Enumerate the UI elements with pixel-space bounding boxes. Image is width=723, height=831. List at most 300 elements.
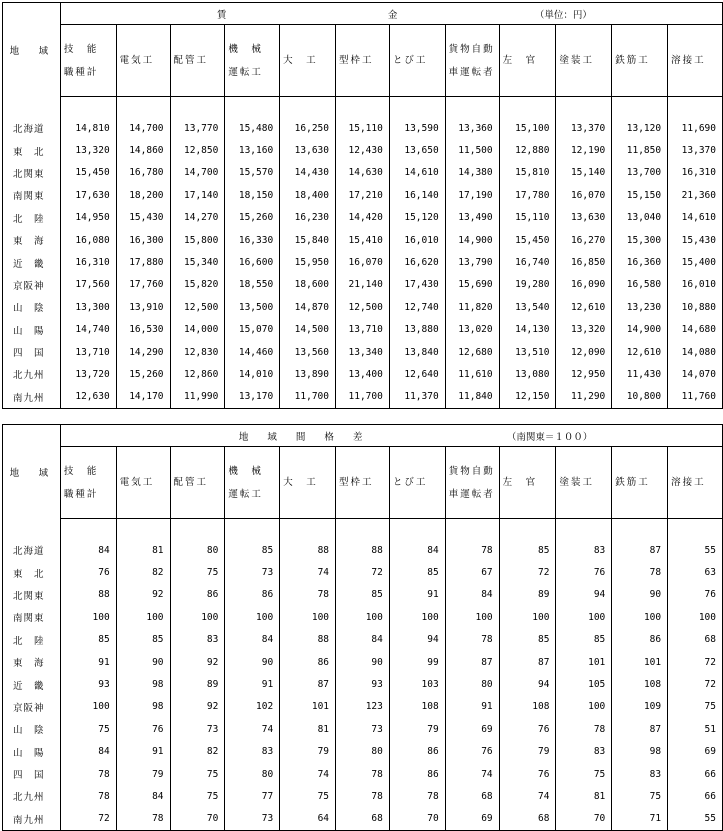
- column-header-line: 溶接工: [671, 55, 706, 66]
- table-row: [3, 251, 723, 273]
- value-cell: 108: [612, 673, 668, 695]
- value-cell: 100: [612, 606, 668, 628]
- table-row: [3, 207, 723, 229]
- value-cell: 73: [225, 561, 280, 583]
- spacer-cell: [3, 519, 61, 540]
- value-cell: 13,320: [556, 319, 612, 341]
- value-cell: 13,630: [280, 139, 336, 161]
- value-cell: 16,010: [389, 229, 445, 251]
- value-cell: 72: [336, 561, 390, 583]
- column-header: [170, 447, 225, 519]
- table-row: [3, 184, 723, 206]
- value-cell: 85: [499, 539, 556, 561]
- value-cell: 18,550: [225, 274, 280, 296]
- region-cell: 北 陸: [3, 207, 61, 229]
- value-cell: 16,580: [612, 274, 668, 296]
- value-cell: 75: [280, 785, 336, 807]
- value-cell: 93: [60, 673, 116, 695]
- spacer-cell: [668, 519, 723, 540]
- value-cell: 72: [60, 808, 116, 831]
- value-cell: 14,900: [612, 319, 668, 341]
- value-cell: 108: [499, 696, 556, 718]
- value-cell: 91: [60, 651, 116, 673]
- value-cell: 16,300: [116, 229, 170, 251]
- value-cell: 78: [445, 539, 499, 561]
- value-cell: 86: [389, 741, 445, 763]
- value-cell: 12,830: [170, 341, 225, 363]
- value-cell: 100: [116, 606, 170, 628]
- value-cell: 15,120: [389, 207, 445, 229]
- value-cell: 75: [170, 763, 225, 785]
- column-header-line: 技 能: [63, 465, 99, 477]
- value-cell: 91: [116, 741, 170, 763]
- value-cell: 85: [225, 539, 280, 561]
- table-row: [3, 139, 723, 161]
- value-cell: 13,650: [389, 139, 445, 161]
- value-cell: 11,700: [280, 386, 336, 409]
- value-cell: 72: [499, 561, 556, 583]
- value-cell: 14,500: [280, 319, 336, 341]
- value-cell: 13,160: [225, 139, 280, 161]
- value-cell: 14,700: [116, 117, 170, 139]
- value-cell: 91: [225, 673, 280, 695]
- value-cell: 76: [556, 561, 612, 583]
- value-cell: 12,090: [556, 341, 612, 363]
- value-cell: 14,420: [336, 207, 390, 229]
- value-cell: 101: [612, 651, 668, 673]
- value-cell: 16,530: [116, 319, 170, 341]
- table-row: [3, 808, 723, 831]
- value-cell: 15,150: [612, 184, 668, 206]
- value-cell: 16,070: [556, 184, 612, 206]
- value-cell: 13,040: [612, 207, 668, 229]
- column-header-line: 配管工: [173, 477, 209, 488]
- value-cell: 12,500: [170, 296, 225, 318]
- value-cell: 14,070: [668, 363, 723, 385]
- value-cell: 13,880: [389, 319, 445, 341]
- region-cell: 北海道: [3, 117, 61, 139]
- value-cell: 94: [556, 584, 612, 606]
- value-cell: 86: [612, 629, 668, 651]
- value-cell: 14,380: [445, 162, 499, 184]
- spacer-cell: [336, 519, 390, 540]
- value-cell: 15,450: [499, 229, 556, 251]
- table-row: [3, 673, 723, 695]
- table-row: [3, 651, 723, 673]
- value-cell: 15,070: [225, 319, 280, 341]
- value-cell: 17,190: [445, 184, 499, 206]
- value-cell: 14,740: [60, 319, 116, 341]
- table-row: [3, 696, 723, 718]
- value-cell: 17,880: [116, 251, 170, 273]
- value-cell: 89: [499, 584, 556, 606]
- value-cell: 15,480: [225, 117, 280, 139]
- value-cell: 87: [612, 539, 668, 561]
- value-cell: 55: [668, 808, 723, 831]
- value-cell: 66: [668, 763, 723, 785]
- spacer-cell: [556, 97, 612, 118]
- table-row: [3, 606, 723, 628]
- value-cell: 105: [556, 673, 612, 695]
- value-cell: 10,800: [612, 386, 668, 409]
- value-cell: 83: [556, 741, 612, 763]
- value-cell: 12,680: [445, 341, 499, 363]
- spacer-cell: [60, 519, 116, 540]
- value-cell: 87: [280, 673, 336, 695]
- value-cell: 83: [170, 629, 225, 651]
- column-header: [612, 447, 668, 519]
- value-cell: 77: [225, 785, 280, 807]
- value-cell: 85: [389, 561, 445, 583]
- value-cell: 16,620: [389, 251, 445, 273]
- value-cell: 85: [60, 629, 116, 651]
- value-cell: 13,630: [556, 207, 612, 229]
- value-cell: 83: [612, 763, 668, 785]
- column-header-line: 大 工: [283, 55, 318, 66]
- region-cell: 京阪神: [3, 274, 61, 296]
- value-cell: 12,740: [389, 296, 445, 318]
- column-header-line: 左 官: [502, 477, 538, 488]
- value-cell: 100: [336, 606, 390, 628]
- value-cell: 15,430: [668, 229, 723, 251]
- wage-title-right: 金: [387, 10, 398, 21]
- spacer-cell: [556, 519, 612, 540]
- value-cell: 69: [668, 741, 723, 763]
- column-header: [499, 25, 556, 97]
- value-cell: 78: [612, 561, 668, 583]
- value-cell: 15,260: [225, 207, 280, 229]
- column-header: [668, 447, 723, 519]
- column-header-line: 機 械: [228, 43, 263, 55]
- spacer-cell: [116, 519, 170, 540]
- region-cell: 山 陰: [3, 718, 61, 740]
- value-cell: 13,700: [612, 162, 668, 184]
- value-cell: 123: [336, 696, 390, 718]
- value-cell: 74: [499, 785, 556, 807]
- value-cell: 17,630: [60, 184, 116, 206]
- value-cell: 14,680: [668, 319, 723, 341]
- column-header-line: 車運転者: [448, 488, 495, 500]
- table-row: [3, 162, 723, 184]
- value-cell: 84: [389, 539, 445, 561]
- value-cell: 76: [60, 561, 116, 583]
- column-header: [668, 25, 723, 97]
- region-cell: 東 海: [3, 229, 61, 251]
- value-cell: 16,330: [225, 229, 280, 251]
- value-cell: 16,250: [280, 117, 336, 139]
- value-cell: 100: [499, 606, 556, 628]
- spacer-cell: [445, 97, 499, 118]
- value-cell: 11,850: [612, 139, 668, 161]
- value-cell: 12,430: [336, 139, 390, 161]
- column-header-line: とび工: [392, 477, 428, 488]
- spacer-cell: [499, 97, 556, 118]
- column-header: [170, 25, 225, 97]
- value-cell: 13,790: [445, 251, 499, 273]
- column-header-line: 溶接工: [671, 477, 706, 488]
- value-cell: 82: [116, 561, 170, 583]
- column-header: [445, 447, 499, 519]
- value-cell: 15,340: [170, 251, 225, 273]
- value-cell: 101: [280, 696, 336, 718]
- value-cell: 13,360: [445, 117, 499, 139]
- column-header: [612, 25, 668, 97]
- column-header: [280, 447, 336, 519]
- spacer-cell: [60, 97, 116, 118]
- value-cell: 78: [60, 785, 116, 807]
- value-cell: 78: [336, 763, 390, 785]
- value-cell: 13,770: [170, 117, 225, 139]
- region-cell: 山 陽: [3, 741, 61, 763]
- value-cell: 81: [556, 785, 612, 807]
- spacer-cell: [116, 97, 170, 118]
- value-cell: 16,740: [499, 251, 556, 273]
- table-row: [3, 386, 723, 409]
- value-cell: 12,500: [336, 296, 390, 318]
- value-cell: 102: [225, 696, 280, 718]
- value-cell: 10,880: [668, 296, 723, 318]
- value-cell: 80: [225, 763, 280, 785]
- value-cell: 12,860: [170, 363, 225, 385]
- value-cell: 91: [389, 584, 445, 606]
- value-cell: 90: [336, 651, 390, 673]
- table-row: [3, 296, 723, 318]
- wage-title-left: 賃: [216, 10, 227, 21]
- value-cell: 76: [499, 718, 556, 740]
- value-cell: 15,110: [336, 117, 390, 139]
- value-cell: 78: [389, 785, 445, 807]
- value-cell: 15,140: [556, 162, 612, 184]
- value-cell: 101: [556, 651, 612, 673]
- value-cell: 12,630: [60, 386, 116, 409]
- value-cell: 83: [556, 539, 612, 561]
- column-header-line: 職種計: [63, 488, 99, 500]
- value-cell: 55: [668, 539, 723, 561]
- value-cell: 13,170: [225, 386, 280, 409]
- region-cell: 北 陸: [3, 629, 61, 651]
- value-cell: 14,700: [170, 162, 225, 184]
- spacer-cell: [389, 519, 445, 540]
- regional-index-table: [2, 424, 723, 831]
- value-cell: 13,400: [336, 363, 390, 385]
- value-cell: 68: [668, 629, 723, 651]
- value-cell: 14,870: [280, 296, 336, 318]
- region-cell: 南関東: [3, 184, 61, 206]
- region-cell: 東 海: [3, 651, 61, 673]
- value-cell: 81: [280, 718, 336, 740]
- value-cell: 15,810: [499, 162, 556, 184]
- spacer-cell: [336, 97, 390, 118]
- value-cell: 15,800: [170, 229, 225, 251]
- value-cell: 13,370: [668, 139, 723, 161]
- value-cell: 11,500: [445, 139, 499, 161]
- value-cell: 16,090: [556, 274, 612, 296]
- column-header-line: 機 械: [228, 465, 263, 477]
- spacer-cell: [668, 97, 723, 118]
- value-cell: 15,840: [280, 229, 336, 251]
- value-cell: 12,610: [556, 296, 612, 318]
- value-cell: 13,340: [336, 341, 390, 363]
- region-cell: 北関東: [3, 584, 61, 606]
- spacer-cell: [280, 97, 336, 118]
- value-cell: 12,950: [556, 363, 612, 385]
- value-cell: 15,100: [499, 117, 556, 139]
- value-cell: 13,370: [556, 117, 612, 139]
- spacer-cell: [612, 519, 668, 540]
- value-cell: 89: [170, 673, 225, 695]
- table-row: [3, 584, 723, 606]
- value-cell: 76: [499, 763, 556, 785]
- value-cell: 73: [225, 808, 280, 831]
- spacer-cell: [3, 97, 61, 118]
- table-row: [3, 274, 723, 296]
- region-cell: 南九州: [3, 808, 61, 831]
- value-cell: 13,500: [225, 296, 280, 318]
- value-cell: 100: [60, 606, 116, 628]
- value-cell: 70: [389, 808, 445, 831]
- value-cell: 92: [116, 584, 170, 606]
- value-cell: 87: [499, 651, 556, 673]
- value-cell: 16,080: [60, 229, 116, 251]
- value-cell: 14,270: [170, 207, 225, 229]
- value-cell: 11,700: [336, 386, 390, 409]
- value-cell: 98: [612, 741, 668, 763]
- value-cell: 68: [445, 785, 499, 807]
- value-cell: 64: [280, 808, 336, 831]
- region-cell: 山 陰: [3, 296, 61, 318]
- value-cell: 14,010: [225, 363, 280, 385]
- region-cell: 北関東: [3, 162, 61, 184]
- value-cell: 14,900: [445, 229, 499, 251]
- value-cell: 18,400: [280, 184, 336, 206]
- value-cell: 21,360: [668, 184, 723, 206]
- value-cell: 75: [170, 785, 225, 807]
- column-header: [280, 25, 336, 97]
- column-header-line: 運転工: [228, 488, 263, 500]
- region-cell: 北九州: [3, 785, 61, 807]
- value-cell: 78: [116, 808, 170, 831]
- value-cell: 85: [556, 629, 612, 651]
- value-cell: 90: [225, 651, 280, 673]
- value-cell: 14,460: [225, 341, 280, 363]
- value-cell: 84: [60, 741, 116, 763]
- value-cell: 16,360: [612, 251, 668, 273]
- value-cell: 15,690: [445, 274, 499, 296]
- value-cell: 14,860: [116, 139, 170, 161]
- wage-unit: （単位：円）: [534, 10, 592, 21]
- value-cell: 79: [389, 718, 445, 740]
- column-header-line: 型枠工: [339, 477, 374, 488]
- value-cell: 67: [445, 561, 499, 583]
- column-header: [336, 447, 390, 519]
- value-cell: 80: [445, 673, 499, 695]
- value-cell: 16,230: [280, 207, 336, 229]
- value-cell: 74: [445, 763, 499, 785]
- value-cell: 78: [445, 629, 499, 651]
- value-cell: 75: [556, 763, 612, 785]
- value-cell: 12,190: [556, 139, 612, 161]
- region-cell: 四 国: [3, 763, 61, 785]
- value-cell: 73: [336, 718, 390, 740]
- value-cell: 11,370: [389, 386, 445, 409]
- value-cell: 13,230: [612, 296, 668, 318]
- value-cell: 14,610: [389, 162, 445, 184]
- value-cell: 16,600: [225, 251, 280, 273]
- value-cell: 103: [389, 673, 445, 695]
- value-cell: 63: [668, 561, 723, 583]
- region-header: 地 域: [3, 425, 61, 519]
- value-cell: 13,080: [499, 363, 556, 385]
- value-cell: 98: [116, 673, 170, 695]
- value-cell: 13,560: [280, 341, 336, 363]
- value-cell: 79: [499, 741, 556, 763]
- value-cell: 73: [170, 718, 225, 740]
- column-header-line: 運転工: [228, 66, 263, 78]
- value-cell: 13,510: [499, 341, 556, 363]
- value-cell: 15,820: [170, 274, 225, 296]
- region-cell: 東 北: [3, 139, 61, 161]
- column-header-line: 貨物自動: [448, 43, 495, 55]
- value-cell: 85: [499, 629, 556, 651]
- column-header: [556, 447, 612, 519]
- value-cell: 75: [60, 718, 116, 740]
- value-cell: 100: [445, 606, 499, 628]
- value-cell: 69: [445, 718, 499, 740]
- column-header-line: 型枠工: [339, 55, 374, 66]
- column-header-line: 技 能: [63, 43, 99, 55]
- table-row: [3, 117, 723, 139]
- value-cell: 11,690: [668, 117, 723, 139]
- value-cell: 11,840: [445, 386, 499, 409]
- spacer-cell: [389, 97, 445, 118]
- column-header-line: 配管工: [173, 55, 209, 66]
- value-cell: 18,600: [280, 274, 336, 296]
- value-cell: 11,290: [556, 386, 612, 409]
- table-row: [3, 741, 723, 763]
- value-cell: 88: [280, 629, 336, 651]
- value-cell: 51: [668, 718, 723, 740]
- value-cell: 17,140: [170, 184, 225, 206]
- value-cell: 14,290: [116, 341, 170, 363]
- spacer-cell: [445, 519, 499, 540]
- value-cell: 72: [668, 673, 723, 695]
- value-cell: 78: [336, 785, 390, 807]
- table-title-bar: [60, 3, 722, 25]
- value-cell: 76: [445, 741, 499, 763]
- value-cell: 16,070: [336, 251, 390, 273]
- value-cell: 78: [556, 718, 612, 740]
- value-cell: 13,020: [445, 319, 499, 341]
- column-header-line: 職種計: [63, 66, 99, 78]
- value-cell: 80: [336, 741, 390, 763]
- value-cell: 85: [116, 629, 170, 651]
- value-cell: 84: [225, 629, 280, 651]
- value-cell: 14,610: [668, 207, 723, 229]
- value-cell: 14,430: [280, 162, 336, 184]
- value-cell: 90: [612, 584, 668, 606]
- value-cell: 100: [60, 696, 116, 718]
- value-cell: 16,270: [556, 229, 612, 251]
- spacer-cell: [225, 97, 280, 118]
- value-cell: 100: [389, 606, 445, 628]
- value-cell: 75: [612, 785, 668, 807]
- value-cell: 90: [116, 651, 170, 673]
- value-cell: 100: [668, 606, 723, 628]
- value-cell: 18,200: [116, 184, 170, 206]
- value-cell: 13,720: [60, 363, 116, 385]
- index-title: 地 域 間 格 差: [238, 432, 363, 443]
- value-cell: 92: [170, 651, 225, 673]
